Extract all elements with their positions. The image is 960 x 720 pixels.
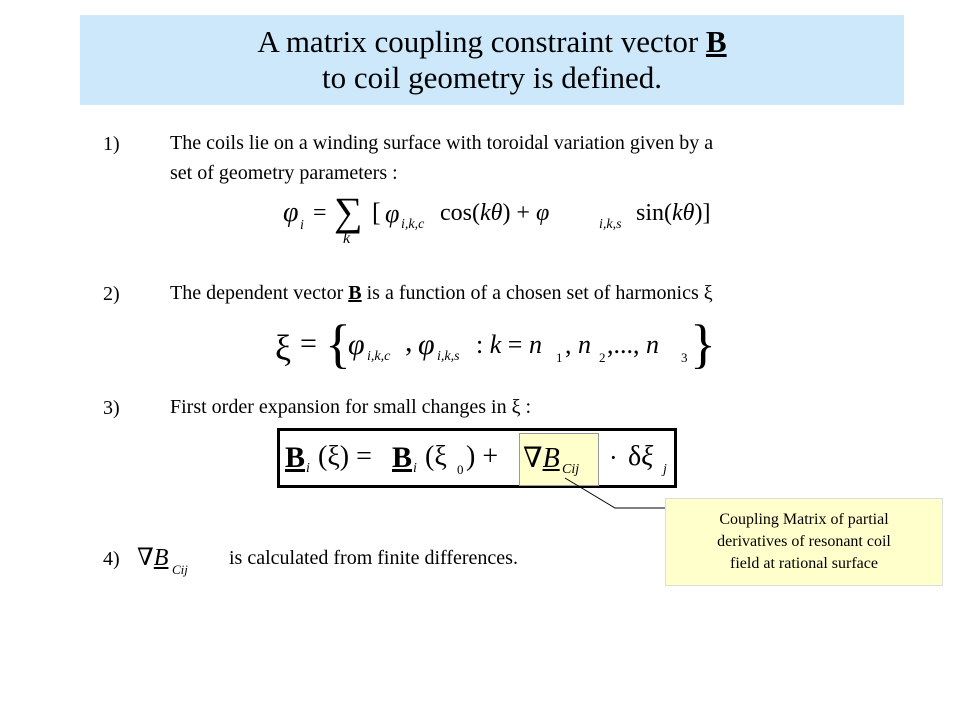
item-1-line2: set of geometry parameters : xyxy=(170,162,398,184)
item-3-text: First order expansion for small changes in ξ : xyxy=(170,396,532,418)
callout-line-2: derivatives of resonant coil xyxy=(717,533,891,550)
item-2-prefix: The dependent vector xyxy=(170,282,349,304)
coupling-matrix-callout xyxy=(665,498,943,586)
callout-line-3: field at rational surface xyxy=(730,555,878,572)
item-1-number: 1) xyxy=(103,133,120,155)
item-2-number: 2) xyxy=(103,283,120,305)
title-text: A matrix coupling constraint vector xyxy=(257,24,706,59)
item-4-text: is calculated from finite differences. xyxy=(229,547,518,569)
item-2-bold-b: B xyxy=(348,282,362,304)
title-bold-b: B xyxy=(705,24,727,59)
item-2-suffix: is a function of a chosen set of harmonics ξ xyxy=(361,282,713,304)
item-1-line1: The coils lie on a winding surface with toroidal variation given by a xyxy=(170,132,714,154)
callout-line-1: Coupling Matrix of partial xyxy=(719,511,889,528)
title-line-2: to coil geometry is defined. xyxy=(321,60,663,95)
item-4-number: 4) xyxy=(103,548,120,570)
item-3-number: 3) xyxy=(103,397,120,419)
